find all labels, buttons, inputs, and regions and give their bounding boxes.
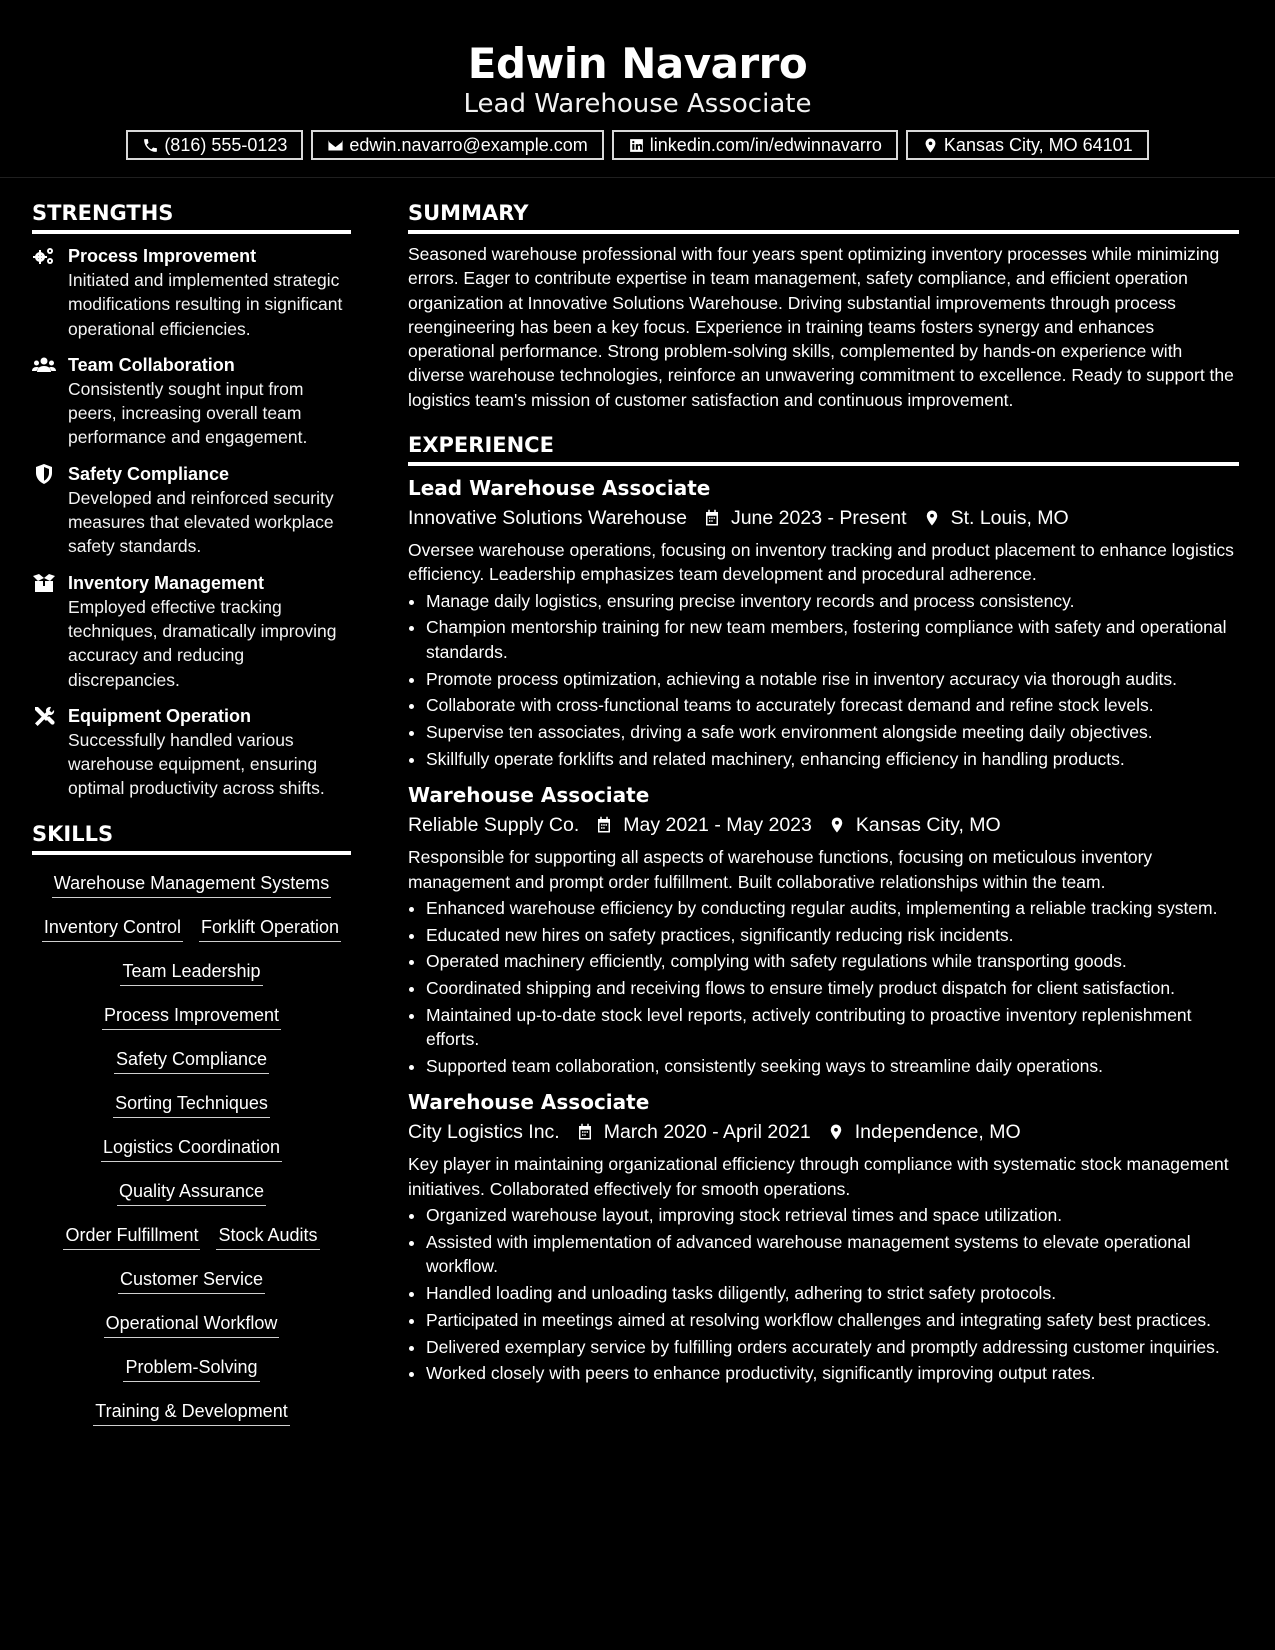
tools-icon <box>32 706 56 726</box>
skill-tag: Customer Service <box>118 1267 265 1294</box>
strength-title: Process Improvement <box>68 246 257 266</box>
strengths-heading: STRENGTHS <box>32 198 351 234</box>
job-bullet: • Operated machinery efficiently, complying with safety regulations while transporting goods. <box>426 949 1239 973</box>
candidate-name: Edwin Navarro <box>467 39 808 88</box>
strength-item <box>32 244 351 341</box>
strength-item <box>32 704 351 801</box>
job-bullet: • Supervise ten associates, driving a safe work environment alongside meeting daily objectives. <box>426 720 1239 744</box>
skills-heading: SKILLS <box>32 819 351 855</box>
summary-text: Seasoned warehouse professional with four years spent optimizing inventory processes while minimizing errors. Eager to contribute expertise in team management, safety compliance, and efficient operation organization at Innovative Solutions Warehouse. Driving substantial improvements through process reengineering has been a key focus. Experience in training teams fosters synergy and enhances operational performance. Strong problem-solving skills, complemented by hands-on experience with diverse warehouse technologies, reinforce an unwavering commitment to excellence. Ready to support the logistics team's mission of customer satisfaction and continuous improvement. <box>408 244 1234 410</box>
skill-tag: Stock Audits <box>216 1223 319 1250</box>
strength-description: Successfully handled various warehouse equipment, ensuring optimal productivity across shifts. <box>68 729 325 799</box>
contact-bar <box>0 130 1275 160</box>
contact-linkedin[interactable] <box>612 130 898 160</box>
calendar-icon <box>703 509 721 527</box>
job-bullet: • Participated in meetings aimed at resolving workflow challenges and integrating safety best practices. <box>426 1308 1239 1332</box>
job-bullet: • Assisted with implementation of advanced warehouse management systems to elevate operational workflow. <box>426 1230 1239 1279</box>
skill-tag: Problem-Solving <box>123 1355 259 1382</box>
job-bullet: • Handled loading and unloading tasks diligently, adhering to strict safety protocols. <box>426 1281 1239 1305</box>
contact-phone[interactable] <box>126 130 303 160</box>
calendar-icon <box>576 1123 594 1141</box>
envelope-icon <box>327 137 344 154</box>
calendar-icon <box>595 816 613 834</box>
job-company: Innovative Solutions Warehouse <box>408 507 687 530</box>
job-title: Lead Warehouse Associate <box>408 476 711 501</box>
skill-tag: Process Improvement <box>102 1003 281 1030</box>
job-location: St. Louis, MO <box>950 507 1069 530</box>
skills-list <box>32 865 351 1426</box>
job-bullet: • Delivered exemplary service by fulfilling orders accurately and promptly addressing customer inquiries. <box>426 1335 1239 1359</box>
job-bullets <box>408 589 1239 772</box>
contact-phone-text: (816) 555-0123 <box>164 134 288 155</box>
job-bullet: • Collaborate with cross-functional teams to accurately forecast demand and refine stock levels. <box>426 693 1239 717</box>
experience-heading: EXPERIENCE <box>408 430 1239 466</box>
map-pin-icon <box>922 137 939 154</box>
map-pin-icon <box>923 509 941 527</box>
job-dates: March 2020 - April 2021 <box>603 1121 811 1144</box>
skill-tag: Quality Assurance <box>117 1179 266 1206</box>
job-bullet: • Champion mentorship training for new team members, fostering compliance with safety and operational standards. <box>426 615 1239 664</box>
right-column <box>408 198 1239 1398</box>
skill-tag: Training & Development <box>93 1399 289 1426</box>
job-bullet: • Skillfully operate forklifts and related machinery, enhancing efficiency in handling products. <box>426 747 1239 771</box>
contact-email[interactable] <box>311 130 603 160</box>
strength-title: Safety Compliance <box>68 463 230 484</box>
skill-tag: Warehouse Management Systems <box>52 871 331 898</box>
shield-icon <box>32 464 56 484</box>
job-bullet: • Manage daily logistics, ensuring precise inventory records and process consistency. <box>426 589 1239 613</box>
map-pin-icon <box>828 816 846 834</box>
strength-item <box>32 462 351 559</box>
strength-title: Team Collaboration <box>68 354 235 375</box>
job-bullet: • Worked closely with peers to enhance productivity, significantly improving output rates. <box>426 1361 1239 1385</box>
job-description: Oversee warehouse operations, focusing on inventory tracking and product placement to enhance logistics efficiency. Leadership emphasizes team development and procedural adherence. <box>408 540 1234 585</box>
contact-location[interactable] <box>906 130 1149 160</box>
job-meta <box>408 811 1239 839</box>
job-title: Warehouse Associate <box>408 783 650 808</box>
contact-linkedin-text: linkedin.com/in/edwinnavarro <box>649 134 882 155</box>
summary-heading: SUMMARY <box>408 198 1239 234</box>
job-title: Warehouse Associate <box>408 1090 650 1115</box>
job-bullet: • Promote process optimization, achieving a notable rise in inventory accuracy via thorough audits. <box>426 667 1239 691</box>
skill-tag: Forklift Operation <box>199 915 341 942</box>
strength-title: Equipment Operation <box>68 705 252 726</box>
job-bullet: • Enhanced warehouse efficiency by conducting regular audits, implementing a reliable tracking system. <box>426 896 1239 920</box>
users-icon <box>32 355 56 375</box>
map-pin-icon <box>827 1123 845 1141</box>
skill-tag: Team Leadership <box>120 959 262 986</box>
gears-icon <box>32 246 56 266</box>
job-company: Reliable Supply Co. <box>408 814 580 837</box>
job-bullet: • Supported team collaboration, consistently seeking ways to streamline daily operations. <box>426 1054 1239 1078</box>
contact-location-text: Kansas City, MO 64101 <box>943 134 1133 155</box>
job-description: Key player in maintaining organizational efficiency through compliance with systematic stock management initiatives. Collaborated effectively for smooth operations. <box>408 1154 1229 1199</box>
strength-description: Initiated and implemented strategic modifications resulting in significant operational efficiencies. <box>68 270 343 339</box>
candidate-headline: Lead Warehouse Associate <box>463 89 812 119</box>
job-bullet: • Maintained up-to-date stock level reports, actively contributing to proactive inventory replenishment efforts. <box>426 1003 1239 1052</box>
job-company: City Logistics Inc. <box>408 1121 560 1144</box>
strength-item <box>32 353 351 450</box>
skill-tag: Safety Compliance <box>114 1047 269 1074</box>
strength-description: Employed effective tracking techniques, dramatically improving accuracy and reducing discrepancies. <box>68 596 337 690</box>
job-bullets <box>408 896 1239 1079</box>
strength-description: Developed and reinforced security measures that elevated workplace safety standards. <box>68 487 334 557</box>
job-dates: June 2023 - Present <box>730 507 907 530</box>
skill-tag: Sorting Techniques <box>113 1091 270 1118</box>
job-meta <box>408 504 1239 532</box>
job-location: Kansas City, MO <box>855 814 1001 837</box>
boxes-icon <box>32 573 56 593</box>
job-bullet: • Educated new hires on safety practices, significantly reducing risk incidents. <box>426 923 1239 947</box>
job-entry <box>408 474 1239 771</box>
job-bullet: • Coordinated shipping and receiving flows to ensure timely product dispatch for client satisfaction. <box>426 976 1239 1000</box>
job-bullet: • Organized warehouse layout, improving stock retrieval times and space utilization. <box>426 1203 1239 1227</box>
linkedin-icon <box>628 137 645 154</box>
job-entry <box>408 781 1239 1078</box>
left-column <box>32 198 351 1443</box>
phone-icon <box>142 137 159 154</box>
job-entry <box>408 1088 1239 1385</box>
strength-title: Inventory Management <box>68 572 265 593</box>
job-dates: May 2021 - May 2023 <box>623 814 812 837</box>
skill-tag: Operational Workflow <box>104 1311 280 1338</box>
skill-tag: Logistics Coordination <box>101 1135 282 1162</box>
job-bullets <box>408 1203 1239 1386</box>
resume-header <box>0 0 1275 178</box>
job-meta <box>408 1118 1239 1146</box>
contact-email-text: edwin.navarro@example.com <box>349 134 588 155</box>
strength-item <box>32 571 351 692</box>
job-description: Responsible for supporting all aspects of warehouse functions, focusing on meticulous inventory management and prompt order fulfillment. Built collaborative relationships within the team. <box>408 847 1153 892</box>
strength-description: Consistently sought input from peers, increasing overall team performance and engagement. <box>68 378 308 448</box>
job-location: Independence, MO <box>854 1121 1021 1144</box>
skill-tag: Inventory Control <box>42 915 183 942</box>
skill-tag: Order Fulfillment <box>63 1223 200 1250</box>
